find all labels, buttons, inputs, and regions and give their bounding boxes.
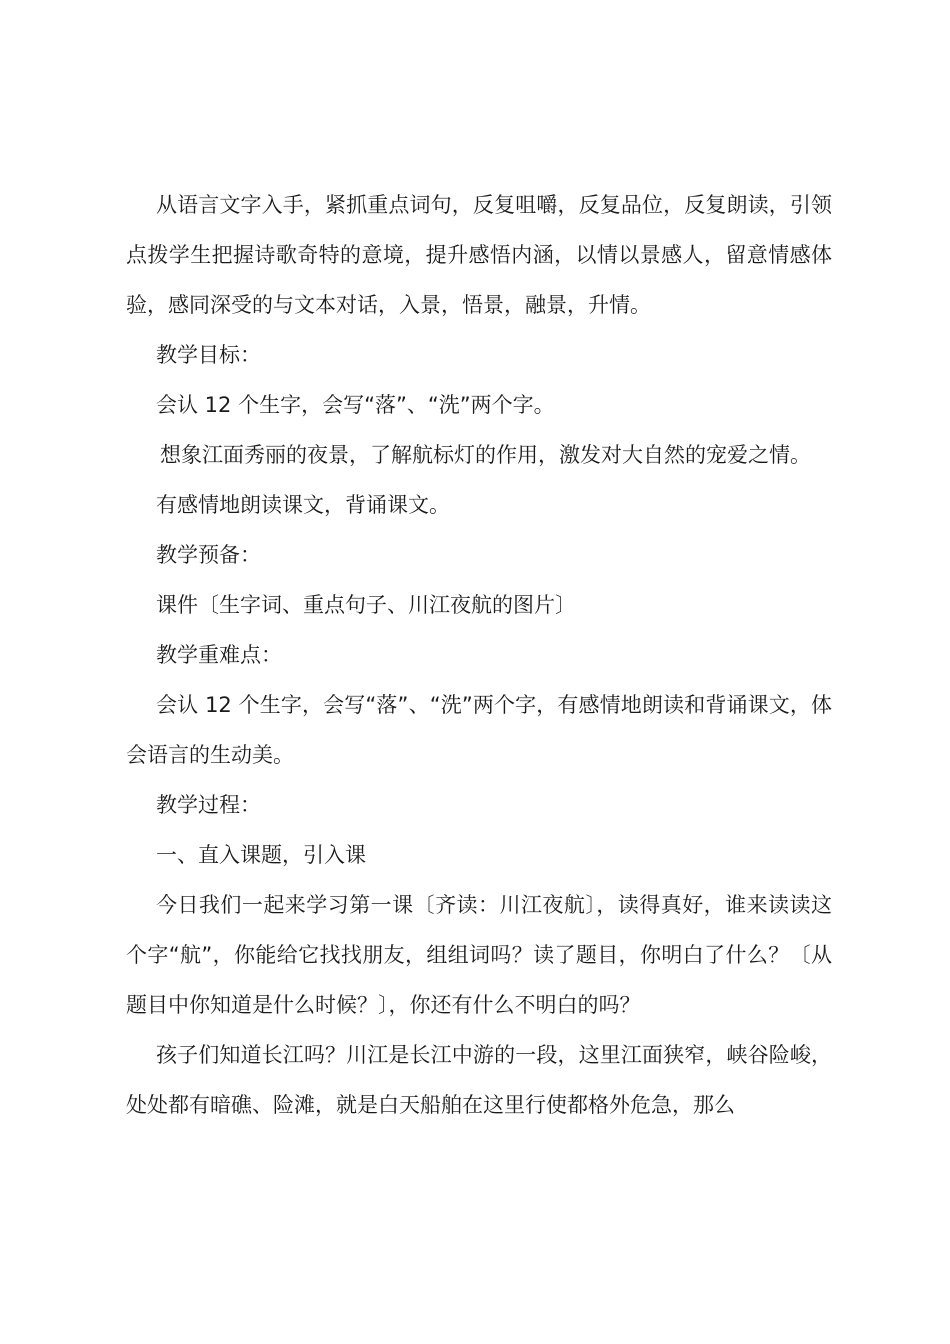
paragraph-yangtze-river: 孩子们知道长江吗？川江是长江中游的一段，这里江面狭窄，峡谷险峻，处处都有暗礁、险滩，就是白天船舶在这里行使都格外危急，那么 [126,1043,832,1117]
paragraph-teaching-approach: 从语言文字入手，紧抓重点词句，反复咀嚼，反复品位，反复朗读，引领点拨学生把握诗歌奇特的意境，提升感悟内涵，以情以景感人，留意情感体验，感同深受的与文本对话，入景，悟景，融景，升情。 [126,193,832,317]
heading-teaching-goals: 教学目标： [156,343,261,367]
heading-teaching-preparation: 教学预备： [156,543,261,567]
paragraph-courseware: 课件〔生字词、重点句子、川江夜航的图片〕 [156,593,576,617]
paragraph-goal-characters: 会认 12 个生字，会写“落”、“洗”两个字。 [156,393,555,417]
paragraph-lesson-intro: 今日我们一起来学习第一课〔齐读：川江夜航〕，读得真好，谁来读读这个字“航”，你能给它找找朋友，组组词吗？读了题目，你明白了什么？〔从题目中你知道是什么时候？〕，你还有什么不明白的吗？ [126,893,832,1017]
paragraph-key-difficulties: 会认 12 个生字，会写“落”、“洗”两个字，有感情地朗读和背诵课文，体会语言的生动美。 [126,693,832,767]
heading-step-one: 一、直入课题，引入课 [156,843,366,867]
paragraph-goal-reading: 有感情地朗读课文，背诵课文。 [156,493,450,517]
paragraph-goal-imagination: 想象江面秀丽的夜景，了解航标灯的作用，激发对大自然的宠爱之情。 [160,443,811,467]
heading-key-difficulties: 教学重难点： [156,643,282,667]
heading-teaching-process: 教学过程： [156,793,261,817]
document-page [126,180,832,1130]
